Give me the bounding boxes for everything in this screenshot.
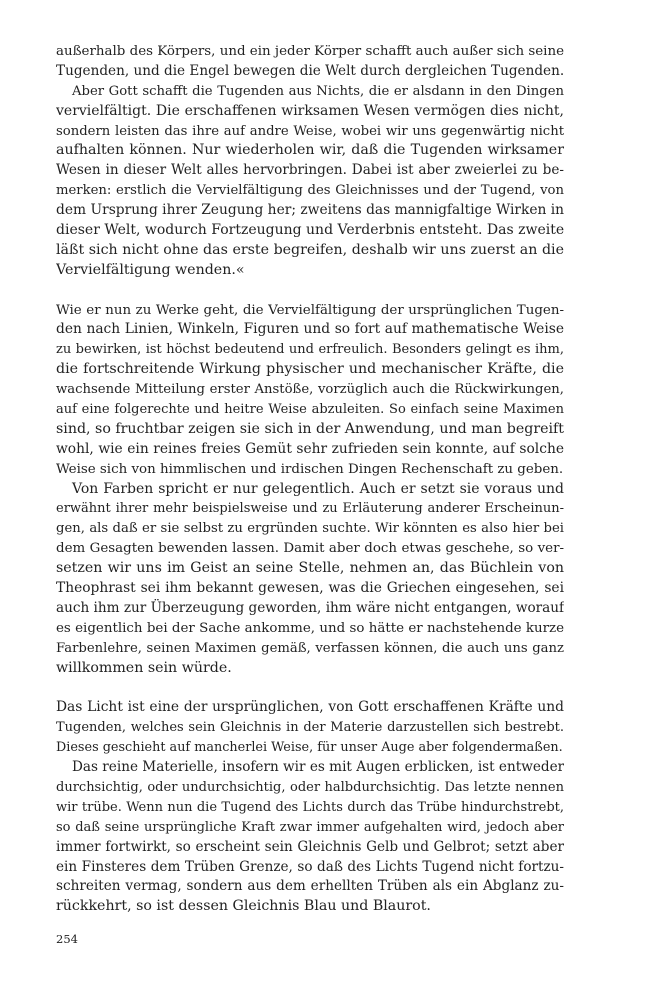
page-number: 254 bbox=[56, 932, 78, 946]
text-line: Weise sich von himmlischen und irdischen Dingen Rechenschaft zu geben. bbox=[56, 461, 564, 477]
text-line: ein Finsteres dem Trüben Grenze, so daß des Lichts Tugend nicht fortzu- bbox=[56, 858, 564, 875]
text-line: wachsende Mitteilung erster Anstöße, vorzüglich auch die Rückwirkungen, bbox=[56, 382, 564, 398]
text-line: setzen wir uns im Geist an seine Stelle, nehmen an, das Büchlein von bbox=[56, 560, 564, 577]
text-line: dieser Welt, wodurch Fortzeugung und Verderbnis entsteht. Das zweite bbox=[56, 222, 564, 239]
text-line: auf eine folgerechte und heitre Weise abzuleiten. So einfach seine Maximen bbox=[56, 402, 564, 418]
paragraph bbox=[56, 42, 564, 82]
text-line: Tugenden, und die Engel bewegen die Welt durch dergleichen Tugenden. bbox=[56, 62, 564, 79]
paragraph bbox=[56, 480, 564, 679]
paragraph-gap bbox=[56, 281, 564, 301]
text-line: erwähnt ihrer mehr beispielsweise und zu Erläuterung anderer Erscheinun- bbox=[56, 501, 564, 517]
text-line: läßt sich nicht ohne das erste begreifen, deshalb wir uns zuerst an die bbox=[56, 241, 564, 258]
text-line: gen, als daß er sie selbst zu ergründen suchte. Wir könnten es also hier bei bbox=[56, 521, 564, 537]
text-line: Tugenden, welches sein Gleichnis in der Materie darzustellen sich bestrebt. bbox=[56, 720, 564, 736]
paragraph-gap bbox=[56, 679, 564, 699]
text-line: wir trübe. Wenn nun die Tugend des Lichts durch das Trübe hindurchstrebt, bbox=[56, 799, 564, 815]
text-line: Theophrast sei ihm bekannt gewesen, was die Griechen eingesehen, sei bbox=[56, 580, 564, 597]
text-line: willkommen sein würde. bbox=[56, 659, 232, 676]
text-line: wohl, wie ein reines freies Gemüt sehr zufrieden sein konnte, auf solche bbox=[56, 440, 564, 457]
page-body bbox=[56, 42, 564, 917]
text-line: Aber Gott schafft die Tugenden aus Nichts, die er alsdann in den Dingen bbox=[72, 83, 564, 99]
text-line: Das Licht ist eine der ursprünglichen, von Gott erschaffenen Kräfte und bbox=[56, 699, 564, 716]
text-line: die fortschreitende Wirkung physischer und mechanischer Kräfte, die bbox=[56, 361, 564, 378]
text-line: Das reine Materielle, insofern wir es mit Augen erblicken, ist entweder bbox=[72, 759, 564, 776]
text-line: auch ihm zur Überzeugung geworden, ihm wäre nicht entgangen, worauf bbox=[56, 599, 564, 616]
paragraph bbox=[56, 82, 564, 281]
text-line: Farbenlehre, seinen Maximen gemäß, verfassen können, die auch uns ganz bbox=[56, 640, 564, 656]
paragraph bbox=[56, 698, 564, 758]
text-line: so daß seine ursprüngliche Kraft zwar immer aufgehalten wird, jedoch aber bbox=[56, 819, 564, 835]
text-line: rückkehrt, so ist dessen Gleichnis Blau und Blaurot. bbox=[56, 898, 431, 915]
text-line: dem Gesagten bewenden lassen. Damit aber doch etwas geschehe, so ver- bbox=[56, 541, 564, 557]
text-line: Vervielfältigung wenden.« bbox=[56, 261, 245, 278]
text-line: vervielfältigt. Die erschaffenen wirksamen Wesen vermögen dies nicht, bbox=[56, 102, 564, 119]
text-line: durchsichtig, oder undurchsichtig, oder halbdurchsichtig. Das letzte nennen bbox=[56, 779, 564, 795]
text-line: merken: erstlich die Vervielfältigung des Gleichnisses und der Tugend, von bbox=[56, 183, 564, 199]
text-line: zu bewirken, ist höchst bedeutend und erfreulich. Besonders gelingt es ihm, bbox=[56, 342, 564, 358]
paragraph bbox=[56, 758, 564, 917]
text-line: Wesen in dieser Welt alles hervorbringen. Dabei ist aber zweierlei zu be- bbox=[56, 162, 564, 179]
text-line: es eigentlich bei der Sache ankomme, und so hätte er nachstehende kurze bbox=[56, 620, 564, 636]
text-line: dem Ursprung ihrer Zeugung her; zweitens das mannigfaltige Wirken in bbox=[56, 202, 564, 219]
text-line: außerhalb des Körpers, und ein jeder Körper schafft auch außer sich seine bbox=[56, 44, 564, 59]
text-line: schreiten vermag, sondern aus dem erhellten Trüben als ein Abglanz zu- bbox=[56, 878, 564, 895]
text-line: den nach Linien, Winkeln, Figuren und so fort auf mathematische Weise bbox=[56, 321, 564, 338]
text-line: Dieses geschieht auf mancherlei Weise, für unser Auge aber folgendermaßen. bbox=[56, 740, 563, 756]
text-line: Von Farben spricht er nur gelegentlich. Auch er setzt sie voraus und bbox=[72, 480, 564, 497]
text-line: aufhalten können. Nur wiederholen wir, daß die Tugenden wirksamer bbox=[56, 142, 564, 159]
text-line: sind, so fruchtbar zeigen sie sich in der Anwendung, und man begreift bbox=[56, 420, 564, 437]
text-line: immer fortwirkt, so erscheint sein Gleichnis Gelb und Gelbrot; setzt aber bbox=[56, 838, 564, 855]
text-line: Wie er nun zu Werke geht, die Vervielfältigung der ursprünglichen Tugen- bbox=[56, 302, 564, 318]
paragraph bbox=[56, 301, 564, 480]
text-line: sondern leisten das ihre auf andre Weise, wobei wir uns gegenwärtig nicht bbox=[56, 123, 564, 139]
